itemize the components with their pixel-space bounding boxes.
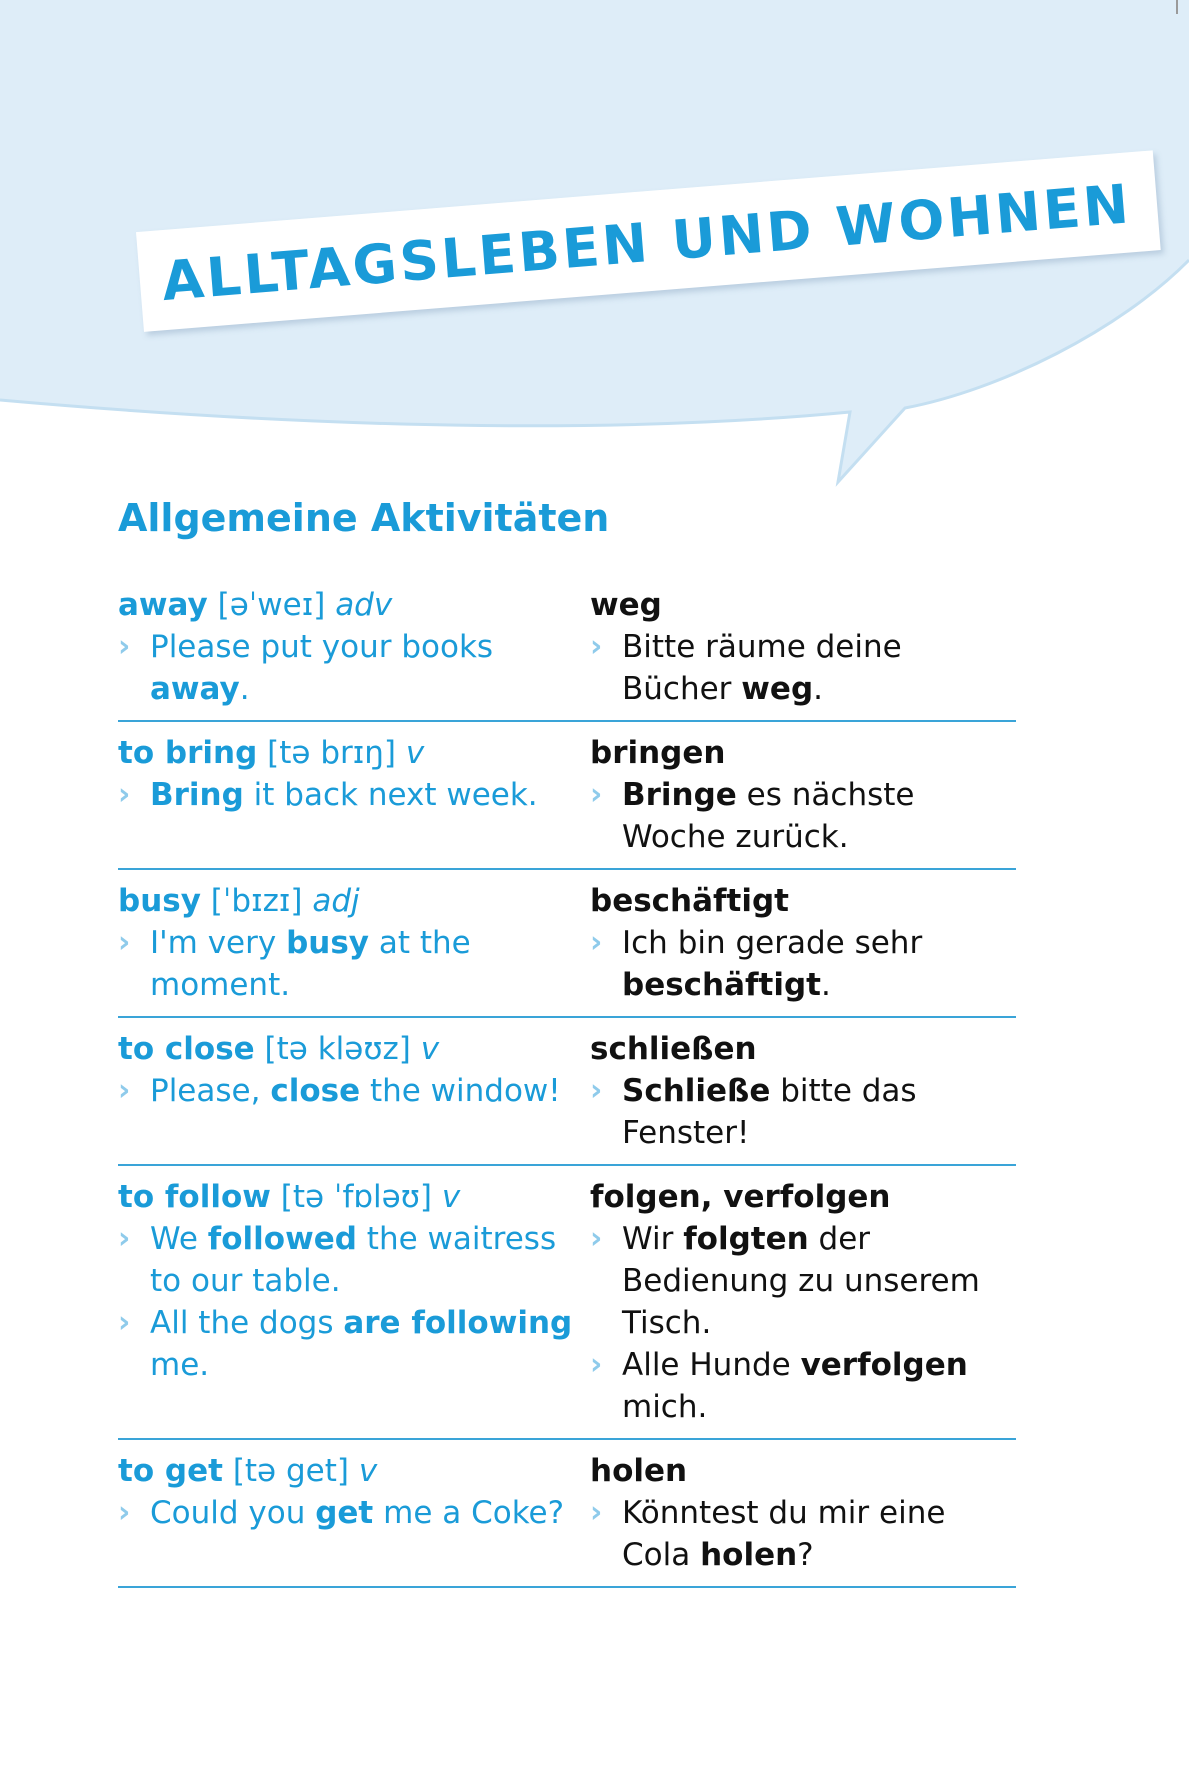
part-of-speech: adj xyxy=(312,883,360,919)
headword-line xyxy=(118,1028,590,1070)
part-of-speech: adv xyxy=(335,587,393,623)
example-text: es nächste Woche zurück. xyxy=(622,777,915,855)
chevron-right-icon: › xyxy=(118,777,131,812)
example-text: Bitte räume deine Bücher xyxy=(622,629,902,707)
translation: schließen xyxy=(590,1031,757,1067)
section-title: Allgemeine Aktivitäten xyxy=(118,496,610,540)
example-text: bitte das Fenster! xyxy=(622,1073,917,1151)
vocab-entry xyxy=(118,1018,1016,1166)
headword-line xyxy=(118,584,590,626)
example-text: . xyxy=(820,967,831,1003)
example-text: mich. xyxy=(622,1389,708,1425)
chevron-right-icon: › xyxy=(590,1221,603,1256)
pronunciation: [əˈweɪ] xyxy=(217,587,326,623)
highlighted-word: verfolgen xyxy=(800,1347,968,1383)
translation: holen xyxy=(590,1453,688,1489)
translation: folgen, verfolgen xyxy=(590,1179,891,1215)
part-of-speech: v xyxy=(420,1031,440,1067)
highlighted-word: close xyxy=(270,1073,361,1109)
chevron-right-icon: › xyxy=(590,777,603,812)
headword-line xyxy=(118,1176,590,1218)
highlighted-word: holen xyxy=(700,1537,798,1573)
example-english xyxy=(118,774,590,816)
headword: to bring xyxy=(118,735,258,771)
example-english xyxy=(118,626,590,710)
example-text: Alle Hunde xyxy=(622,1347,801,1383)
example-text: Wir xyxy=(622,1221,684,1257)
example-text: ? xyxy=(797,1537,814,1573)
chevron-right-icon: › xyxy=(118,1221,131,1256)
german-column xyxy=(590,584,1016,710)
example-text: the window! xyxy=(360,1073,561,1109)
headword-line xyxy=(118,732,590,774)
vocab-entry xyxy=(118,1440,1016,1588)
example-text: . xyxy=(239,671,250,707)
german-column xyxy=(590,1176,1016,1428)
english-column xyxy=(118,880,590,1006)
example-english xyxy=(118,1492,590,1534)
example-german xyxy=(590,1492,1016,1576)
headword: busy xyxy=(118,883,201,919)
highlighted-word: busy xyxy=(286,925,370,961)
english-column xyxy=(118,1450,590,1576)
translation: weg xyxy=(590,587,662,623)
example-text: . xyxy=(813,671,823,707)
highlighted-word: are following xyxy=(343,1305,573,1341)
chevron-right-icon: › xyxy=(590,1495,603,1530)
example-text: Could you xyxy=(150,1495,316,1531)
pronunciation: [tə ˈfɒləʊ] xyxy=(280,1179,432,1215)
chevron-right-icon: › xyxy=(590,1347,603,1382)
chevron-right-icon: › xyxy=(590,925,603,960)
german-column xyxy=(590,880,1016,1006)
vocab-entry xyxy=(118,1166,1016,1440)
chevron-right-icon: › xyxy=(590,1073,603,1108)
chevron-right-icon: › xyxy=(118,925,131,960)
vocab-entry xyxy=(118,578,1016,722)
highlighted-word: weg xyxy=(741,671,814,707)
chapter-title: ALLTAGSLEBEN UND WOHNEN xyxy=(159,172,1134,314)
highlighted-word: folgten xyxy=(683,1221,809,1257)
example-text: it back next week. xyxy=(243,777,538,813)
example-german xyxy=(590,1070,1016,1154)
headword: away xyxy=(118,587,208,623)
pronunciation: [ˈbɪzɪ] xyxy=(210,883,303,919)
example-german xyxy=(590,1218,1016,1344)
highlighted-word: Bringe xyxy=(622,777,737,813)
example-text: Könntest du mir eine Cola xyxy=(622,1495,946,1573)
vocab-entry xyxy=(118,870,1016,1018)
vocab-entry xyxy=(118,722,1016,870)
example-text: Please, xyxy=(150,1073,271,1109)
highlighted-word: get xyxy=(315,1495,374,1531)
headword-line xyxy=(118,880,590,922)
example-german xyxy=(590,1344,1016,1428)
chevron-right-icon: › xyxy=(590,629,603,664)
example-english xyxy=(118,1070,590,1112)
example-text: We xyxy=(150,1221,208,1257)
headword: to follow xyxy=(118,1179,271,1215)
german-column xyxy=(590,1028,1016,1154)
german-column xyxy=(590,732,1016,858)
english-column xyxy=(118,732,590,858)
headword-line xyxy=(118,1450,590,1492)
example-text: me a Coke? xyxy=(373,1495,565,1531)
chevron-right-icon: › xyxy=(118,629,131,664)
headword: to get xyxy=(118,1453,223,1489)
german-column xyxy=(590,1450,1016,1576)
example-german xyxy=(590,774,1016,858)
chevron-right-icon: › xyxy=(118,1305,131,1340)
example-text: at the moment. xyxy=(150,925,471,1003)
example-text: All the dogs xyxy=(150,1305,344,1341)
headword: to close xyxy=(118,1031,255,1067)
example-english xyxy=(118,1302,590,1386)
highlighted-word: Bring xyxy=(150,777,244,813)
example-text: the waitress to our table. xyxy=(150,1221,557,1299)
translation: beschäftigt xyxy=(590,883,789,919)
english-column xyxy=(118,1028,590,1154)
vocabulary-list xyxy=(118,578,1016,1588)
example-text: Ich bin gerade sehr xyxy=(622,925,923,961)
part-of-speech: v xyxy=(405,735,425,771)
english-column xyxy=(118,1176,590,1428)
english-column xyxy=(118,584,590,710)
chevron-right-icon: › xyxy=(118,1495,131,1530)
part-of-speech: v xyxy=(358,1453,378,1489)
example-english xyxy=(118,922,590,1006)
highlighted-word: beschäftigt xyxy=(622,967,821,1003)
pronunciation: [tə get] xyxy=(232,1453,349,1489)
highlighted-word: followed xyxy=(207,1221,357,1257)
example-german xyxy=(590,626,1016,710)
highlighted-word: away xyxy=(150,671,240,707)
translation: bringen xyxy=(590,735,726,771)
example-german xyxy=(590,922,1016,1006)
pronunciation: [tə brɪŋ] xyxy=(267,735,396,771)
pronunciation: [tə kləʊz] xyxy=(264,1031,411,1067)
example-english xyxy=(118,1218,590,1302)
chevron-right-icon: › xyxy=(118,1073,131,1108)
example-text: Please put your books xyxy=(150,629,494,665)
part-of-speech: v xyxy=(441,1179,461,1215)
example-text: der Bedienung zu unserem Tisch. xyxy=(622,1221,980,1341)
highlighted-word: Schließe xyxy=(622,1073,771,1109)
example-text: me. xyxy=(150,1347,210,1383)
example-text: I'm very xyxy=(150,925,287,961)
